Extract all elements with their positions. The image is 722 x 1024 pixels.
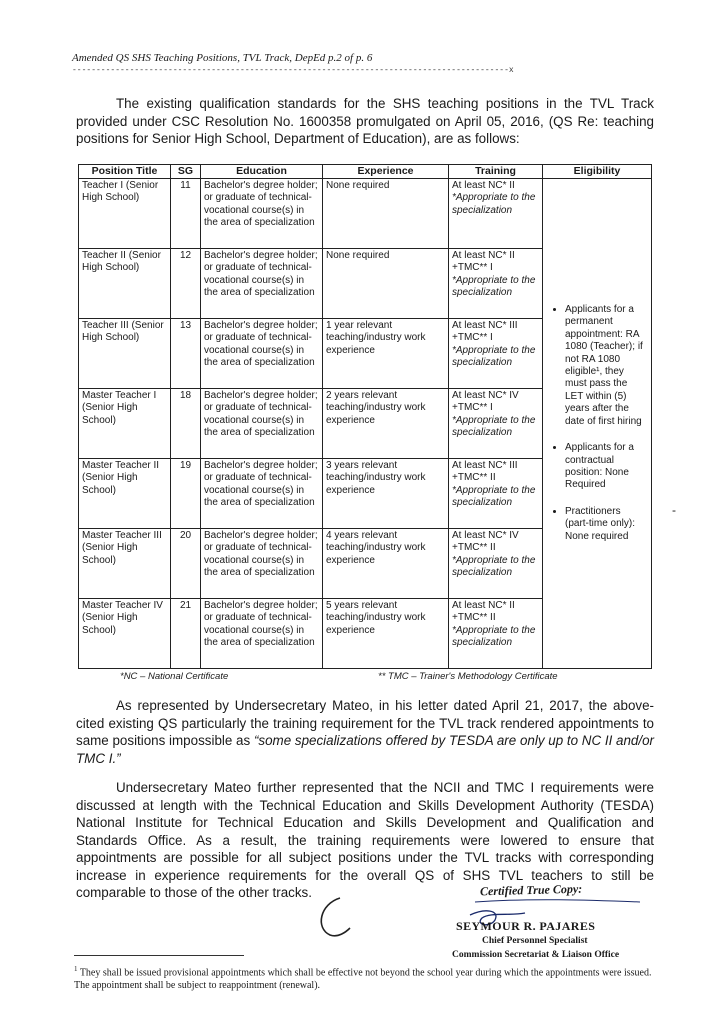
sg-cell: 20	[171, 529, 201, 599]
training-requirement: At least NC* II	[452, 180, 515, 191]
experience-cell: None required	[323, 179, 449, 249]
sg-cell: 18	[171, 389, 201, 459]
experience-cell: 5 years relevant teaching/industry work experience	[323, 599, 449, 669]
signatory-office: Commission Secretariat & Liaison Office	[452, 950, 620, 960]
col-header-education: Education	[201, 165, 323, 179]
training-note: *Appropriate to the specialization	[452, 344, 536, 369]
footnote	[74, 963, 664, 992]
sg-cell: 13	[171, 319, 201, 389]
education-cell: Bachelor's degree holder; or graduate of technical-vocational course(s) in the area of specialization	[201, 249, 323, 319]
signatory-name: SEYMOUR R. PAJARES	[456, 919, 596, 933]
sg-cell: 11	[171, 179, 201, 249]
position-cell: Teacher II (Senior High School)	[79, 249, 171, 319]
education-cell: Bachelor's degree holder; or graduate of technical-vocational course(s) in the area of specialization	[201, 529, 323, 599]
intro-paragraph-text: The existing qualification standards for the SHS teaching positions in the TVL Track provided under CSC Resolution No. 1600358 promulgated on April 05, 2016, (QS Re: teaching positions for Senior High School, Department of Education), are as follows:	[76, 96, 654, 146]
training-cell	[449, 529, 543, 599]
training-note: *Appropriate to the specialization	[452, 274, 536, 299]
col-header-experience: Experience	[323, 165, 449, 179]
footnote-divider	[74, 955, 244, 956]
education-cell: Bachelor's degree holder; or graduate of technical-vocational course(s) in the area of specialization	[201, 179, 323, 249]
footnote-text: They shall be issued provisional appointments which shall be effective not beyond the school year during which the appointments were issued. The appointment shall be subject to reappointment (renewal).	[74, 967, 652, 992]
training-cell	[449, 179, 543, 249]
training-cell	[449, 459, 543, 529]
nc-note: *NC – National Certificate	[120, 671, 229, 682]
training-cell	[449, 389, 543, 459]
training-requirement: At least NC* III +TMC** II	[452, 460, 518, 484]
mateo-letter-text: As represented by Undersecretary Mateo, in his letter dated April 21, 2017, the above-cited existing QS particularly the training requirement for the TVL track rendered appointments to same positions impossible as	[76, 698, 654, 748]
tmc-note: ** TMC – Trainer's Methodology Certificate	[378, 671, 558, 682]
col-header-position: Position Title	[79, 165, 171, 179]
training-note: *Appropriate to the specialization	[452, 414, 536, 439]
experience-cell: None required	[323, 249, 449, 319]
col-header-training: Training	[449, 165, 543, 179]
training-requirement: At least NC* IV +TMC** I	[452, 390, 519, 414]
eligibility-cell	[543, 179, 652, 669]
training-cell	[449, 319, 543, 389]
eligibility-item: • Applicants for a contractual position: None Required	[565, 442, 647, 492]
tesda-discussion-text: Undersecretary Mateo further represented that the NCII and TMC I requirements were discussed at length with the Technical Education and Skills Development Authority (TESDA) National Institute for Technical Education and Skills Development and Qualification and Standards Office. As a result, the training requirements were lowered to ensure that appointments are possible for all subject positions under the TVL tracks with corresponding increase in experience requirements for the overall QS of SHS TVL teachers to still be comparable to those of the other tracks.	[76, 780, 654, 900]
table-row	[79, 179, 652, 249]
training-requirement: At least NC* II +TMC** II	[452, 600, 515, 624]
training-cell	[449, 249, 543, 319]
margin-mark: -	[672, 503, 676, 517]
mateo-letter-paragraph	[76, 697, 654, 767]
page-header: Amended QS SHS Teaching Positions, TVL Track, DepEd p.2 of p. 6	[72, 52, 373, 64]
education-cell: Bachelor's degree holder; or graduate of technical-vocational course(s) in the area of specialization	[201, 389, 323, 459]
certified-true-copy-stamp: Certified True Copy:	[479, 881, 583, 899]
sg-cell: 12	[171, 249, 201, 319]
eligibility-item: • Applicants for a permanent appointment: RA 1080 (Teacher); if not RA 1080 eligible¹, they must pass the LET within (5) years after the date of first hiring	[565, 304, 647, 428]
sg-cell: 19	[171, 459, 201, 529]
training-cell	[449, 599, 543, 669]
education-cell: Bachelor's degree holder; or graduate of technical-vocational course(s) in the area of specialization	[201, 599, 323, 669]
training-requirement: At least NC* III +TMC** I	[452, 320, 518, 344]
education-cell: Bachelor's degree holder; or graduate of technical-vocational course(s) in the area of specialization	[201, 459, 323, 529]
position-cell: Teacher I (Senior High School)	[79, 179, 171, 249]
training-note: *Appropriate to the specialization	[452, 192, 536, 216]
education-cell: Bachelor's degree holder; or graduate of technical-vocational course(s) in the area of specialization	[201, 319, 323, 389]
col-header-sg: SG	[171, 165, 201, 179]
eligibility-item: • Practitioners (part-time only): None required	[565, 506, 647, 543]
header-rule: -------------------------------------------------------------------------------------------x	[72, 66, 514, 75]
training-requirement: At least NC* IV +TMC** II	[452, 530, 519, 554]
position-cell: Master Teacher II (Senior High School)	[79, 459, 171, 529]
footnote-marker: 1	[74, 965, 78, 973]
position-cell: Master Teacher I (Senior High School)	[79, 389, 171, 459]
intro-paragraph	[76, 95, 654, 148]
eligibility-list	[547, 304, 647, 543]
position-cell: Master Teacher IV (Senior High School)	[79, 599, 171, 669]
experience-cell: 2 years relevant teaching/industry work experience	[323, 389, 449, 459]
table-header-row	[79, 165, 652, 179]
col-header-eligibility: Eligibility	[543, 165, 652, 179]
qualification-standards-table	[78, 164, 652, 669]
signatory-position: Chief Personnel Specialist	[482, 936, 588, 946]
experience-cell: 1 year relevant teaching/industry work experience	[323, 319, 449, 389]
experience-cell: 4 years relevant teaching/industry work experience	[323, 529, 449, 599]
sg-cell: 21	[171, 599, 201, 669]
training-requirement: At least NC* II +TMC** I	[452, 250, 515, 274]
experience-cell: 3 years relevant teaching/industry work experience	[323, 459, 449, 529]
tesda-quote: “some specializations offered by TESDA are only up to NC II and/or TMC I.”	[76, 733, 654, 766]
position-cell: Teacher III (Senior High School)	[79, 319, 171, 389]
training-note: *Appropriate to the specialization	[452, 484, 536, 509]
position-cell: Master Teacher III (Senior High School)	[79, 529, 171, 599]
training-note: *Appropriate to the specialization	[452, 624, 536, 649]
training-note: *Appropriate to the specialization	[452, 554, 536, 579]
